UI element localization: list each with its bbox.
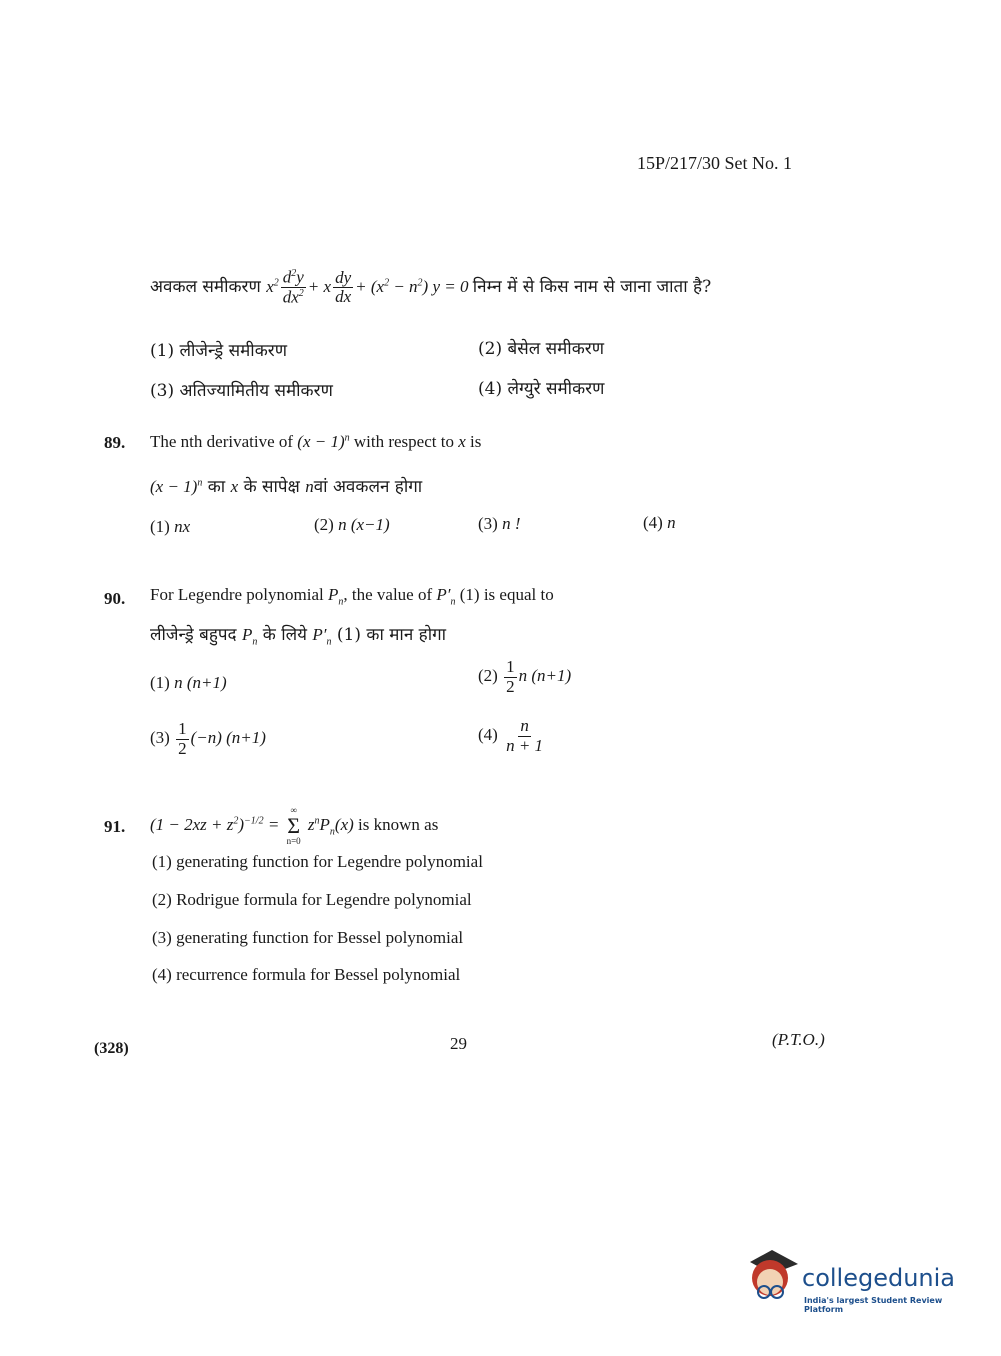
- option-text: generating function for Legendre polynomial: [176, 852, 483, 871]
- option-number: (4): [478, 725, 498, 745]
- q91-option-2: [152, 890, 472, 910]
- q91-expression: $(1 - 2xz + z^2)^{-1/2}$ =: [150, 814, 280, 834]
- option-text: n (n+1): [174, 673, 227, 692]
- option-text: recurrence formula for Bessel polynomial: [176, 965, 461, 984]
- q91-option-1: [152, 852, 483, 872]
- option-number: (3): [478, 514, 498, 533]
- footer-code: (328): [94, 1040, 129, 1057]
- logo-tagline: India's largest Student Review Platform: [804, 1296, 943, 1314]
- q88-stem: [150, 268, 711, 308]
- q89-stem-hindi: [150, 474, 422, 497]
- option-number: (2): [314, 515, 334, 534]
- q91-stem-tail: is known as: [358, 814, 439, 834]
- q90-option-2: [478, 658, 571, 696]
- option-text: (−n) (n+1): [190, 728, 266, 748]
- q90-option-3: [150, 720, 266, 758]
- collegedunia-logo: [742, 1248, 972, 1314]
- summation-symbol: ∞ Σ n=0: [286, 805, 301, 846]
- q90-option-4: [478, 717, 547, 755]
- q89-var-x: x: [458, 432, 466, 451]
- set-code: 15P/217/30 Set No. 1: [637, 153, 793, 173]
- q90-stem-english: [150, 585, 554, 607]
- q90-hindi-a: लीजेन्ड्रे बहुपद: [150, 625, 237, 645]
- q89-var-x2: x: [230, 477, 239, 496]
- q89-english-b: with respect to: [353, 432, 454, 451]
- q91-number: 91.: [104, 817, 126, 836]
- page-number: 29: [450, 1034, 467, 1053]
- q88-text-before: अवकल समीकरण: [150, 276, 261, 297]
- q88-option-4: [478, 376, 604, 399]
- option-text: generating function for Bessel polynomial: [176, 928, 464, 947]
- q89-expr-2: $(x - 1)^n$: [150, 477, 203, 496]
- q89-option-1: [150, 517, 190, 537]
- half-fraction: $\frac{1}{2}$: [506, 657, 515, 696]
- option-text: लीजेन्ड्रे समीकरण: [179, 341, 287, 361]
- q90-pn-prime-2: $P'_n$: [312, 625, 332, 648]
- q89-option-2: [314, 515, 390, 535]
- q90-number: 90.: [104, 589, 126, 608]
- q90-english-c: (1) is equal to: [459, 585, 554, 604]
- option-number: (3): [150, 728, 170, 748]
- q90-pn-prime: $P'_n$: [436, 585, 456, 608]
- q90-english-b: , the value of: [343, 585, 433, 604]
- pto-label: (P.T.O.): [772, 1030, 825, 1049]
- option-text: लेग्युरे समीकरण: [507, 379, 605, 399]
- q90-stem-hindi: [150, 622, 446, 647]
- q89-hindi-b: के सापेक्ष: [243, 477, 300, 497]
- q88-equation: $x^2$ $\frac{d^2y}{dx^2}$ + x $\frac{dy}{dx}$ + $(x^2 - n^2) y = 0$: [266, 267, 473, 307]
- option-text: n !: [502, 514, 521, 533]
- option-text: अतिज्यामितीय समीकरण: [179, 381, 333, 401]
- logo-name: collegedunia: [802, 1264, 956, 1292]
- q90-pn-2: $P_n$: [241, 625, 258, 648]
- q88-text-after: निम्न में से किस नाम से जाना जाता है?: [472, 276, 712, 297]
- q90-pn: $P_n$: [328, 585, 344, 608]
- option-number: (4): [643, 513, 663, 532]
- q88-option-1: [150, 338, 287, 361]
- q89-number: 89.: [104, 433, 126, 452]
- q91-option-4: [152, 965, 460, 985]
- option-number: (2): [478, 666, 498, 686]
- option-number: (4): [478, 379, 503, 399]
- q89-hindi-c: वां अवकलन होगा: [313, 477, 423, 497]
- q89-english-a: The nth derivative of: [150, 432, 294, 451]
- option-number: (1): [150, 673, 170, 692]
- q89-var-n: n: [305, 477, 314, 496]
- option-number: (4): [152, 965, 172, 984]
- mascot-icon: [742, 1248, 800, 1308]
- q90-hindi-c: (1) का मान होगा: [336, 625, 447, 645]
- q89-hindi-a: का: [207, 477, 226, 497]
- q89-option-3: [478, 514, 521, 534]
- q89-stem-english: [150, 432, 481, 452]
- option-number: (3): [150, 381, 175, 401]
- option-text: n: [667, 513, 676, 532]
- option-number: (1): [150, 341, 175, 361]
- option-number: (1): [152, 852, 172, 871]
- q89-option-4: [643, 513, 676, 533]
- option-text: n (n+1): [518, 666, 572, 686]
- q88-option-3: [150, 378, 333, 401]
- option-text: बेसेल समीकरण: [507, 339, 604, 359]
- option-number: (3): [152, 928, 172, 947]
- option-number: (2): [478, 339, 503, 359]
- q91-stem: [150, 806, 438, 846]
- option-number: (1): [150, 517, 170, 536]
- q89-expr-1: $(x - 1)^n$: [297, 432, 350, 451]
- option-text: Rodrigue formula for Legendre polynomial: [176, 890, 472, 909]
- option-text: n (x−1): [338, 515, 390, 534]
- q89-english-c: is: [470, 432, 482, 451]
- option-text: nx: [174, 517, 191, 536]
- q88-option-2: [478, 336, 604, 359]
- q90-english-a: For Legendre polynomial: [150, 585, 324, 604]
- n-over-n-plus-1: $\frac{n}{n + 1}$: [506, 716, 544, 755]
- q90-hindi-b: के लिये: [262, 625, 307, 645]
- option-number: (2): [152, 890, 172, 909]
- q91-term: $z^nP_n(x)$: [307, 814, 354, 838]
- q90-option-1: [150, 673, 227, 693]
- q91-option-3: [152, 928, 463, 948]
- half-fraction: $\frac{1}{2}$: [178, 719, 187, 758]
